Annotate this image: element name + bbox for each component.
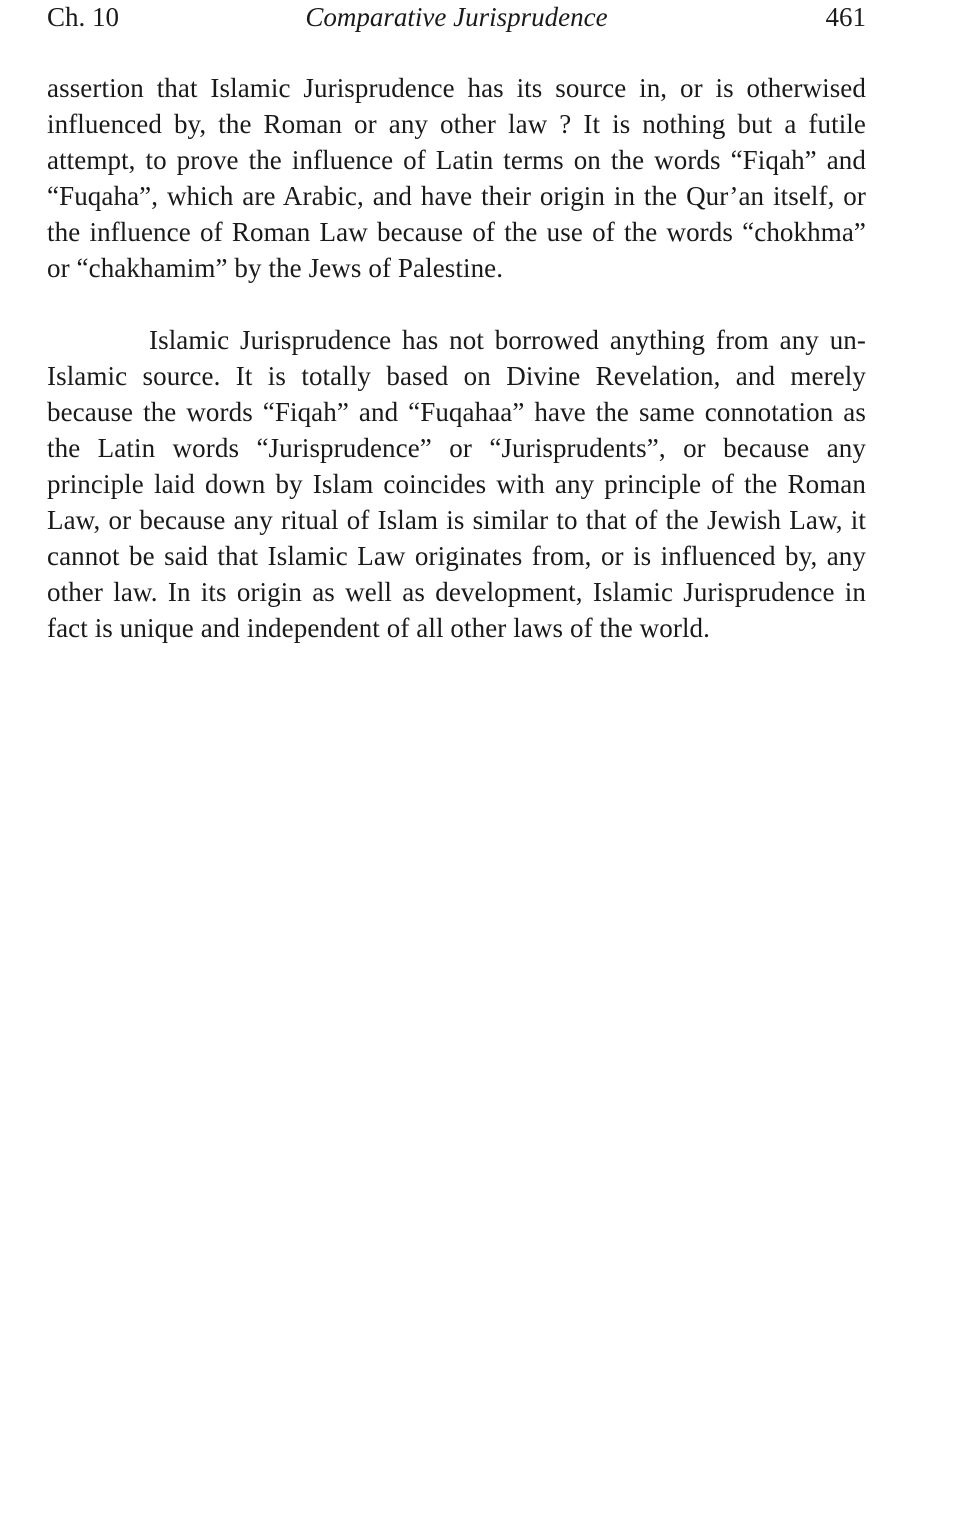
- running-header: [47, 0, 866, 34]
- body-text: [47, 70, 866, 646]
- chapter-label: Ch. 10: [47, 2, 120, 32]
- paragraph-islamic-jurisprudence: Islamic Jurisprudence has not borrowed anything from any un-Islamic source. It is totally based on Divine Revelation, and merely because the words “Fiqah” and “Fuqahaa” have the same connotation as the Latin words “Jurisprudence” or “Jurisprudents”, or because any principle laid down by Islam coincides with any principle of the Roman Law, or because any ritual of Islam is similar to that of the Jewish Law, it cannot be said that Islamic Law originates from, or is influenced by, any other law. In its origin as well as development, Islamic Jurisprudence in fact is unique and independent of all other laws of the world.: [47, 325, 866, 643]
- running-title: Comparative Jurisprudence: [305, 2, 608, 32]
- page-number: 461: [825, 2, 866, 32]
- paragraph-continuation: assertion that Islamic Jurisprudence has its source in, or is otherwised influenced by, the Roman or any other law ? It is nothing but a futile attempt, to prove the influence of Latin terms on the words “Fiqah” and “Fuqaha”, which are Arabic, and have their origin in the Qur’an itself, or the influence of Roman Law because of the use of the words “chokhma” or “chakhamim” by the Jews of Palestine.: [47, 73, 866, 283]
